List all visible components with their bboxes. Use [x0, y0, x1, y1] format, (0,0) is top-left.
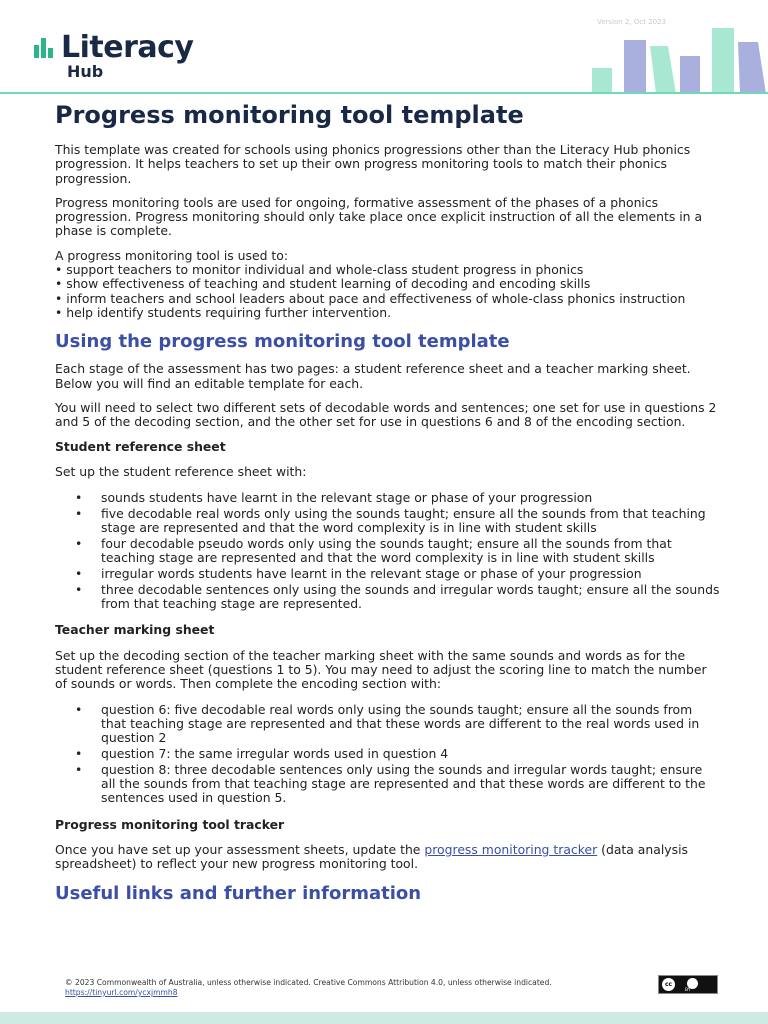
list-item: • three decodable sentences only using the sounds and irregular words taught; ensure all the sounds from that teaching stage are represented.: [55, 583, 720, 612]
by-label: BY: [685, 988, 691, 993]
tracker-paragraph: Once you have set up your assessment sheets, update the progress monitoring tracker (data analysis spreadsheet) to reflect your new progress monitoring tool.: [55, 841, 688, 872]
intro-paragraph-1: This template was created for schools using phonics progressions other than the Literacy Hub phonics progression. It helps teachers to set up their own progress monitoring tools to match their phonics progression.: [55, 142, 691, 186]
cc-by-license-badge: [658, 975, 718, 994]
intro-paragraph-2: Progress monitoring tools are used for ongoing, formative assessment of the phases of a phonics progression. Progress monitoring should only take place once explicit instruction of all the elements in a phase is complete.: [55, 194, 703, 239]
section-heading-using: Using the progress monitoring tool template: [55, 331, 510, 353]
uses-list-item: • help identify students requiring further intervention.: [55, 304, 392, 320]
list-item: • four decodable pseudo words only using the sounds taught; ensure all the sounds from that teaching stage are represented and that the word complexity is in line with student skills: [55, 537, 720, 566]
footer: [65, 978, 552, 998]
version-label: Version 2, Oct 2023: [597, 18, 667, 26]
decorative-bars-graphic: [590, 26, 768, 94]
logo-bars-icon: [33, 36, 57, 60]
uses-list-item: • support teachers to monitor individual and whole-class student progress in phonics: [55, 262, 584, 278]
uses-list-item: • show effectiveness of teaching and student learning of decoding and encoding skills: [55, 276, 591, 292]
uses-list: [55, 249, 720, 320]
document-body: [55, 100, 720, 905]
student-sheet-intro: Set up the student reference sheet with:: [55, 463, 307, 479]
subheading-student-reference-sheet: Student reference sheet: [55, 439, 226, 455]
student-sheet-list: [55, 491, 720, 611]
page-title: Progress monitoring tool template: [55, 101, 524, 129]
logo-word-literacy: Literacy: [61, 30, 194, 65]
bottom-decorative-strip: [0, 1012, 768, 1024]
creative-commons-icon: cc: [662, 978, 675, 991]
teacher-sheet-intro: Set up the decoding section of the teacher marking sheet with the same sounds and words as for the student reference sheet (questions 1 to 5). You may need to adjust the scoring line to match the number of sounds or words. Then complete the encoding section with:: [55, 647, 707, 692]
page-header: [0, 0, 768, 94]
footer-url-link[interactable]: https://tinyurl.com/ycxjmmh8: [65, 988, 178, 997]
logo-word-hub: Hub: [67, 62, 104, 81]
list-item: • sounds students have learnt in the relevant stage or phase of your progression: [55, 491, 720, 505]
uses-list-intro: A progress monitoring tool is used to:: [55, 247, 289, 263]
uses-list-item: • inform teachers and school leaders about pace and effectiveness of whole-class phonics instruction: [55, 290, 686, 306]
list-item: • irregular words students have learnt in the relevant stage or phase of your progression: [55, 567, 720, 581]
list-item: • question 7: the same irregular words used in question 4: [55, 747, 720, 761]
subheading-tracker: Progress monitoring tool tracker: [55, 816, 285, 832]
using-paragraph-1: Each stage of the assessment has two pages: a student reference sheet and a teacher marking sheet. Below you will find an editable template for each.: [55, 361, 691, 391]
list-item: • question 8: three decodable sentences only using the sounds and irregular words taught; ensure all the sounds from that teaching stage are represented and that these words are different to the sentences used in question 5.: [55, 763, 720, 806]
subheading-teacher-marking-sheet: Teacher marking sheet: [55, 622, 215, 638]
using-paragraph-2: You will need to select two different sets of decodable words and sentences; one set for use in questions 2 and 5 of the decoding section, and the other set for use in questions 6 and 8 of the encoding section.: [55, 399, 717, 430]
list-item: • five decodable real words only using the sounds taught; ensure all the sounds from that teaching stage are represented and that the word complexity is in line with student skills: [55, 507, 720, 536]
copyright-text: © 2023 Commonwealth of Australia, unless otherwise indicated. Creative Commons Attribution 4.0, unless otherwise indicated.: [65, 978, 552, 987]
progress-monitoring-tracker-link[interactable]: progress monitoring tracker: [424, 841, 598, 857]
teacher-sheet-list: [55, 703, 720, 806]
section-heading-useful-links: Useful links and further information: [55, 882, 422, 904]
list-item: • question 6: five decodable real words only using the sounds taught; ensure all the sounds from that teaching stage are represented and that these words are different to the real words used in question 2: [55, 703, 720, 746]
header-divider: [0, 92, 768, 94]
